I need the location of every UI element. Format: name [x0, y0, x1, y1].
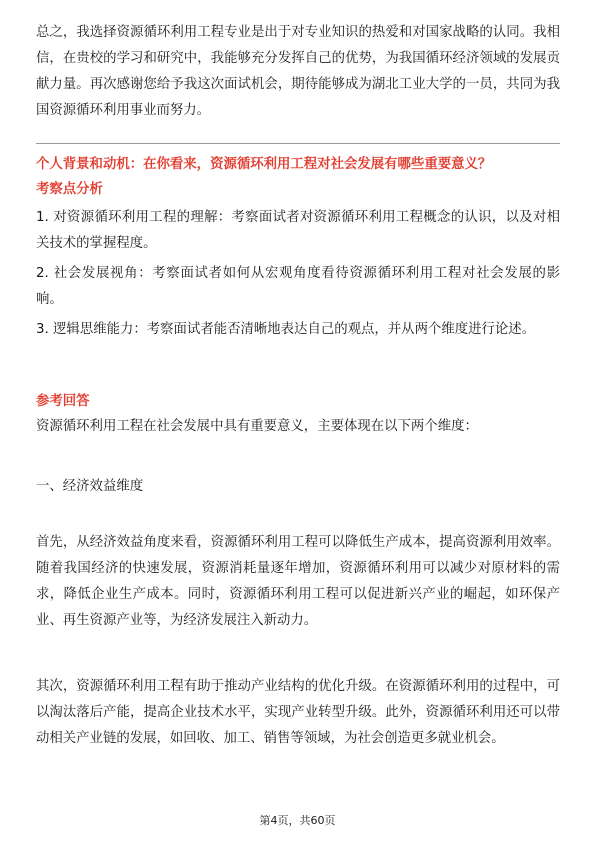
analysis-heading-wrap: [36, 180, 560, 200]
analysis-heading: 考察点分析: [36, 182, 103, 197]
page-number: 第4页，共60页: [259, 814, 336, 827]
analysis-item: 1. 对资源循环利用工程的理解：考察面试者对资源循环利用工程概念的认识，以及对相关技术的掌握程度。: [36, 210, 560, 251]
analysis-item: 2. 社会发展视角：考察面试者如何从宏观角度看待资源循环利用工程对社会发展的影响。: [36, 266, 560, 307]
answer-paragraph: 其次，资源循环利用工程有助于推动产业结构的优化升级。在资源循环利用的过程中，可以淘汰落后产能，提高企业技术水平，实现产业转型升级。此外，资源循环利用还可以带动相关产业链的发展，如回收、加工、销售等领域，为社会创造更多就业机会。: [36, 679, 560, 746]
question-section: [36, 155, 560, 175]
answer-lead: 资源循环利用工程在社会发展中具有重要意义，主要体现在以下两个维度：: [36, 419, 478, 434]
answer-paragraph-2: [36, 674, 560, 752]
intro-paragraph: 总之，我选择资源循环利用工程专业是出于对专业知识的热爱和对国家战略的认同。我相信，在贵校的学习和研究中，我能够充分发挥自己的优势，为我国循环经济领域的发展贡献力量。再次感谢您给予我这次面试机会，期待能够成为湖北工业大学的一员，共同为我国资源循环利用事业而努力。: [36, 25, 560, 118]
answer-section-title-wrap: [36, 474, 560, 500]
intro-section: [36, 20, 560, 124]
answer-lead-wrap: [36, 414, 560, 440]
analysis-item: 3. 逻辑思维能力：考察面试者能否清晰地表达自己的观点，并从两个维度进行论述。: [36, 322, 536, 337]
answer-heading: 参考回答: [36, 394, 90, 409]
answer-section-title: 一、经济效益维度: [36, 479, 144, 494]
analysis-item-1: [36, 205, 560, 257]
section-divider: [36, 143, 560, 144]
analysis-item-2: [36, 261, 560, 313]
analysis-item-3: [36, 317, 560, 343]
question-title: 个人背景和动机：在你看来，资源循环利用工程对社会发展有哪些重要意义？: [36, 157, 492, 172]
answer-heading-wrap: [36, 392, 560, 412]
answer-paragraph-1: [36, 530, 560, 634]
answer-paragraph: 首先，从经济效益角度来看，资源循环利用工程可以降低生产成本，提高资源利用效率。随着我国经济的快速发展，资源消耗量逐年增加，资源循环利用可以减少对原材料的需求，降低企业生产成本。同时，资源循环利用工程可以促进新兴产业的崛起，如环保产业、再生资源产业等，为经济发展注入新动力。: [36, 535, 560, 628]
